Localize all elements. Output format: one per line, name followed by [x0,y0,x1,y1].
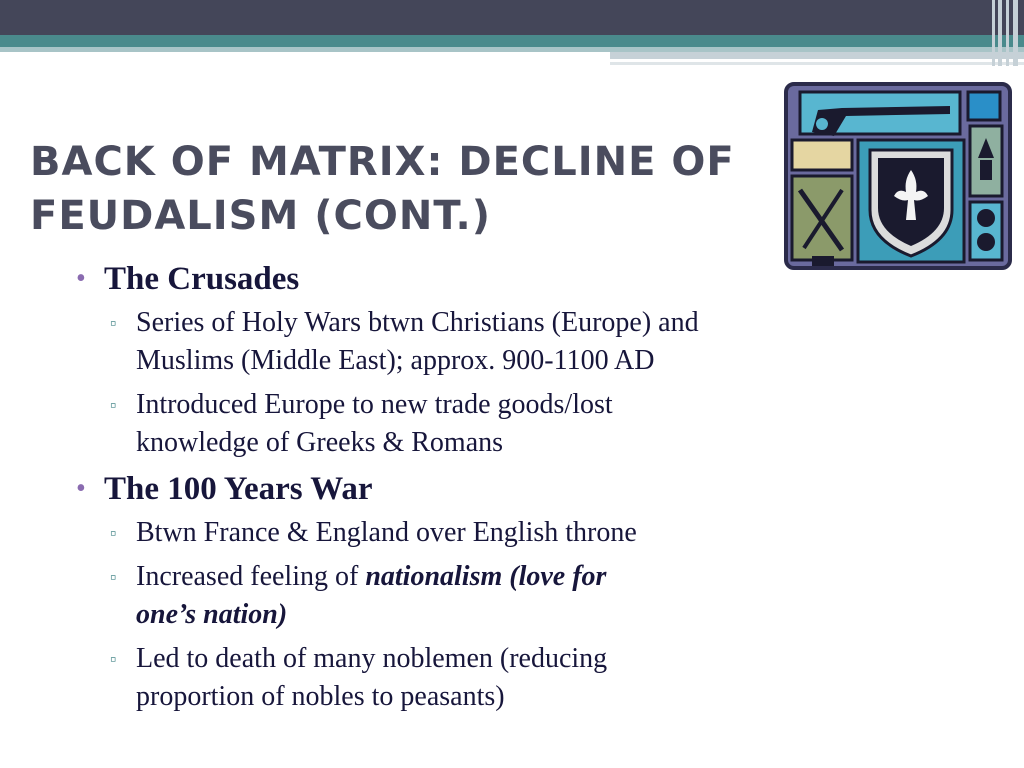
list-item-text: Increased feeling of [136,561,366,592]
header-bar-teal [0,35,1024,47]
list-item-text: Btwn France & England over English throne [136,517,637,548]
header-vertical-stripes [990,0,1024,66]
header-stripe-thin [610,62,1024,65]
header-bar-dark [0,0,1024,35]
list-item [76,514,976,552]
list-item [76,386,976,462]
title-line-2: FEUDALISM (CONT.) [30,193,492,239]
list-item-text: Series of Holy Wars btwn Christians (Europe) and [136,307,699,338]
title-line-1: BACK OF MATRIX: DECLINE OF [30,139,735,185]
emphasized-term-cont: one’s nation) [136,599,288,630]
medieval-heraldry-clipart [782,80,1014,272]
list-item [76,640,976,716]
square-bullet-icon: ▫ [110,313,117,333]
header-stripe [610,52,1024,59]
list-item-text: Introduced Europe to new trade goods/lost [136,389,613,420]
list-item [76,558,976,634]
list-item-text: Led to death of many noblemen (reducing [136,643,608,674]
slide-body [76,258,976,722]
section-100-years-war-heading [76,468,976,510]
slide-title [30,135,770,243]
list-item-text-cont: proportion of nobles to peasants) [136,681,505,712]
list-item-text-cont: knowledge of Greeks & Romans [136,427,504,458]
square-bullet-icon: ▫ [110,523,117,543]
list-item-text-cont: Muslims (Middle East); approx. 900-1100 AD [136,345,655,376]
square-bullet-icon: ▫ [110,567,117,587]
emphasized-term: nationalism (love for [365,561,607,592]
square-bullet-icon: ▫ [110,649,117,669]
square-bullet-icon: ▫ [110,395,117,415]
list-item [76,304,976,380]
section-heading-text: The 100 Years War [104,471,373,507]
section-heading-text: The Crusades [104,261,300,297]
bullet-icon: • [76,263,86,294]
section-crusades-heading [76,258,976,300]
bullet-icon: • [76,473,86,504]
